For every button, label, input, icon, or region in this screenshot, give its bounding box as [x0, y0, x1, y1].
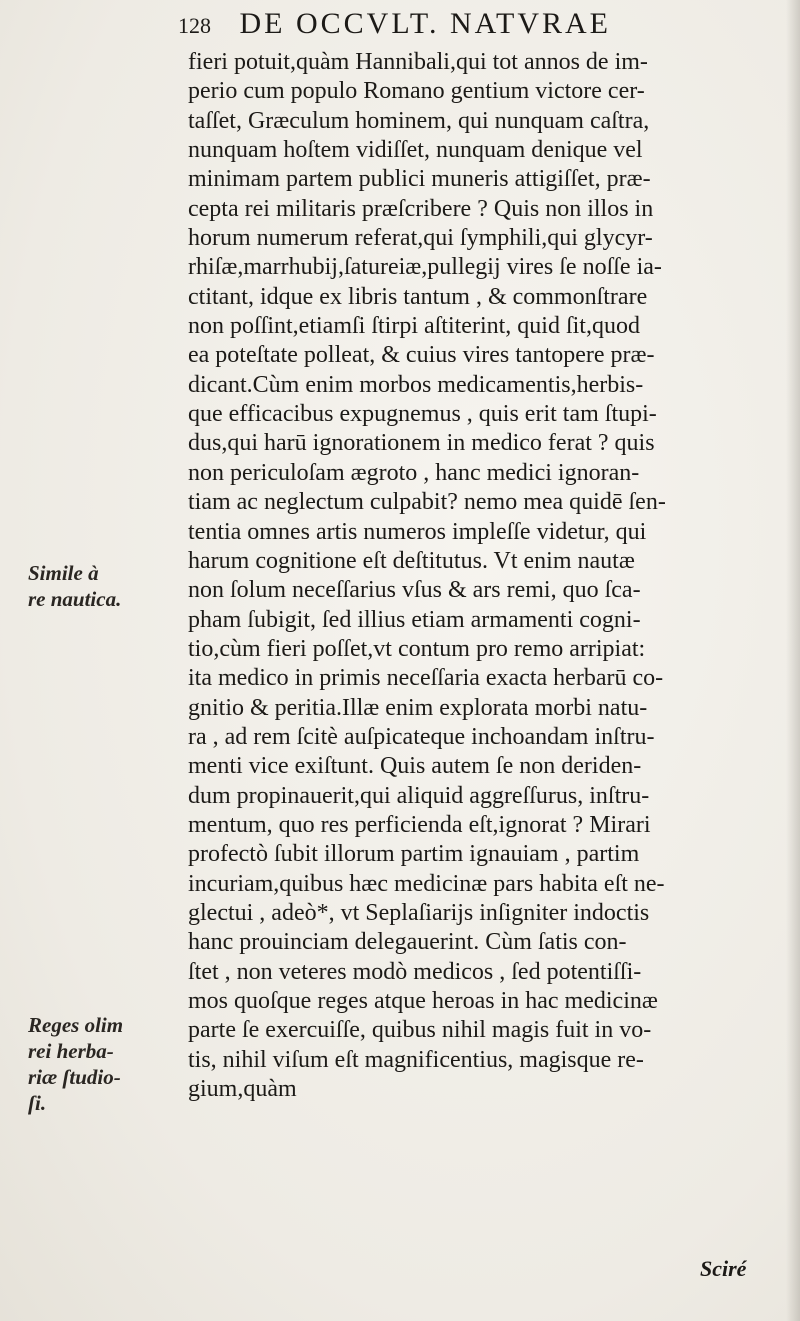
text-line: ſtet , non veteres modò medicos , ſed potentiſſi- [188, 958, 642, 985]
text-line: ctitant, idque ex libris tantum , & commonſtrare [188, 283, 648, 310]
text-line: tentia omnes artis numeros impleſſe videtur, qui [188, 518, 647, 545]
margin-note-reges [28, 1012, 178, 1116]
margin-note-line: Simile à [28, 561, 99, 585]
text-line: fieri potuit,quàm Hannibali,qui tot annos de im- [188, 49, 648, 75]
text-line: glectui , adeò*, vt Seplaſiarijs inſigniter indoctis [188, 899, 650, 926]
text-line: ra , ad rem ſcitè auſpicateque inchoandam inſtru- [188, 723, 655, 750]
margin-note-simile [28, 560, 178, 612]
text-line: mentum, quo res perficienda eſt,ignorat ? Mirari [188, 811, 651, 838]
text-line: dum propinauerit,qui aliquid aggreſſurus, inſtru- [188, 782, 650, 809]
text-line: rhiſæ,marrhubij,ſatureiæ,pullegij vires ſe noſſe ia- [188, 254, 662, 281]
text-line: mos quoſque reges atque heroas in hac medicinæ [188, 988, 658, 1014]
margin-note-line: rei herba- [28, 1039, 114, 1063]
text-line: non ſolum neceſſarius vſus & ars remi, quo ſca- [188, 577, 641, 604]
text-line: ea poteſtate polleat, & cuius vires tantopere præ- [188, 342, 655, 369]
text-line: tis, nihil viſum eſt magnificentius, magisque re- [188, 1046, 644, 1073]
margin-note-line: ſi. [28, 1091, 47, 1115]
text-line: pham ſubigit, ſed illius etiam armamenti cogni- [188, 606, 641, 633]
text-line: harum cognitione eſt deſtitutus. Vt enim nautæ [188, 547, 635, 574]
page-header [178, 2, 778, 46]
text-line: non periculoſam ægroto , hanc medici ignoran- [188, 459, 640, 486]
text-line: taſſet, Græculum hominem, qui nunquam caſtra, [188, 107, 650, 134]
text-line: gnitio & peritia.Illæ enim explorata morbi natu- [188, 694, 648, 721]
text-line: ita medico in primis neceſſaria exacta herbarū co- [188, 665, 664, 692]
main-text-block [188, 48, 788, 1104]
text-line: parte ſe exercuiſſe, quibus nihil magis fuit in vo- [188, 1017, 652, 1044]
margin-note-line: re nautica. [28, 587, 122, 611]
running-title: DE OCCVLT. NATVRAE [239, 7, 612, 40]
text-line: perio cum populo Romano gentium victore cer- [188, 78, 645, 105]
text-line: hanc prouinciam delegauerint. Cùm ſatis con- [188, 929, 627, 956]
text-line: dicant.Cùm enim morbos medicamentis,herbis- [188, 371, 644, 398]
text-line: profectò ſubit illorum partim ignauiam , partim [188, 841, 640, 868]
page-number: 128 [178, 13, 211, 38]
text-line: nunquam hoſtem vidiſſet, nunquam denique vel [188, 137, 643, 164]
text-line: cepta rei militaris præſcribere ? Quis non illos in [188, 195, 654, 222]
text-line: que efficacibus expugnemus , quis erit tam ſtupi- [188, 401, 657, 428]
text-line: horum numerum referat,qui ſymphili,qui glycyr- [188, 225, 653, 252]
page-edge-shadow [786, 0, 800, 1321]
text-line: non poſſint,etiamſi ſtirpi aſtiterint, quid ſit,quod [188, 313, 640, 340]
margin-note-line: Reges olim [28, 1013, 124, 1037]
text-line: tio,cùm fieri poſſet,vt contum pro remo arripiat: [188, 635, 646, 662]
text-line: menti vice exiſtunt. Quis autem ſe non deriden- [188, 753, 642, 780]
text-line: gium,quàm [188, 1076, 297, 1103]
text-line: dus,qui harū ignorationem in medico ferat ? quis [188, 430, 655, 457]
margin-note-line: riæ ſtudio- [28, 1065, 121, 1089]
text-line: minimam partem publici muneris attigiſſet, præ- [188, 166, 651, 193]
catchword: Sciré [700, 1256, 747, 1281]
text-line: incuriam,quibus hæc medicinæ pars habita eſt ne- [188, 870, 665, 897]
text-line: tiam ac neglectum culpabit? nemo mea quidē ſen- [188, 489, 666, 516]
